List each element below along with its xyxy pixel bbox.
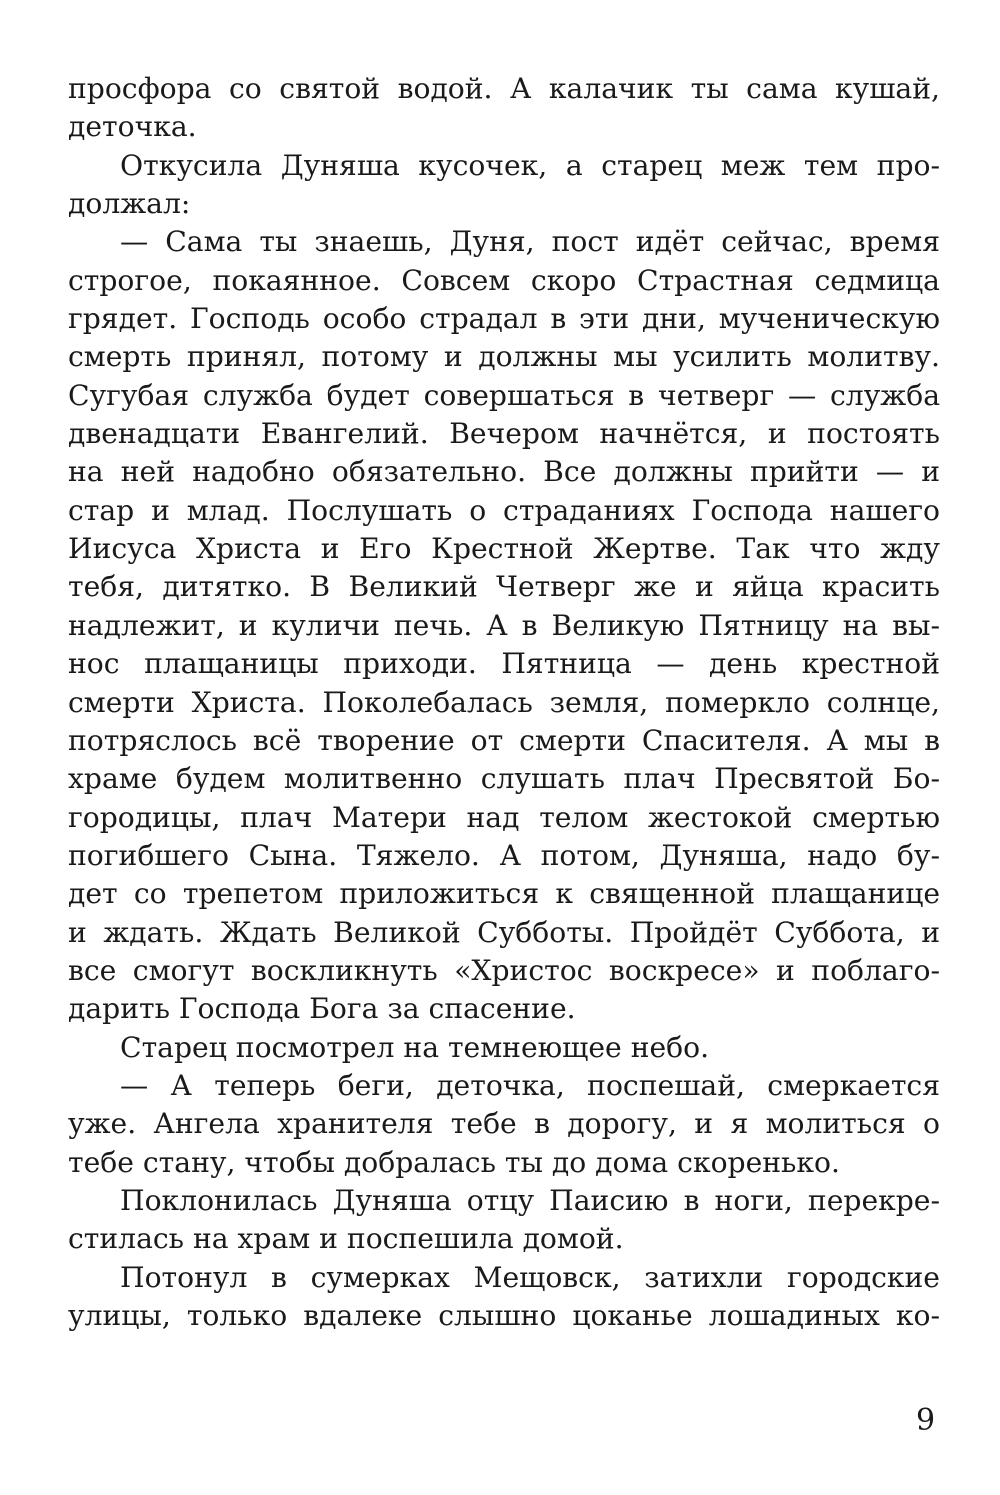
- text-line: смерть принял, потому и должны мы усилить молитву.: [68, 340, 940, 374]
- page-body: [68, 70, 940, 1335]
- text-line: тебе стану, чтобы добралась ты до дома скоренько.: [68, 1145, 840, 1179]
- text-line: деточка.: [68, 110, 197, 144]
- text-line: просфора со святой водой. А калачик ты сама кушай,: [68, 72, 940, 105]
- text-line: дет со трепетом приложиться к священной плащанице: [68, 877, 940, 911]
- text-line: Поклонилась Дуняша отцу Паисию в ноги, перекре-: [120, 1183, 940, 1217]
- text-line: стилась на храм и поспешила домой.: [68, 1222, 624, 1256]
- text-line: погибшего Сына. Тяжело. А потом, Дуняша, надо бу-: [68, 838, 940, 872]
- text-line: Потонул в сумерках Мещовск, затихли городские: [120, 1260, 940, 1294]
- text-line: надлежит, и куличи печь. А в Великую Пятницу на вы-: [68, 608, 940, 642]
- text-line: строгое, покаянное. Совсем скоро Страстная седмица: [68, 263, 940, 297]
- text-line: Откусила Дуняша кусочек, а старец меж тем про-: [120, 148, 940, 182]
- page-number: 9: [916, 1403, 936, 1438]
- text-line: стар и млад. Послушать о страданиях Господа нашего: [68, 493, 940, 527]
- text-line: смерти Христа. Поколебалась земля, померкло солнце,: [68, 685, 940, 719]
- text-line: Сугубая служба будет совершаться в четверг — служба: [68, 378, 940, 412]
- text-line: Старец посмотрел на темнеющее небо.: [120, 1030, 710, 1064]
- text-line: городицы, плач Матери над телом жестокой смертью: [68, 800, 940, 834]
- text-line: храме будем молитвенно слушать плач Пресвятой Бо-: [68, 762, 940, 796]
- text-line: нос плащаницы приходи. Пятница — день крестной: [68, 647, 940, 681]
- text-line: все смогут воскликнуть «Христос воскресе» и поблаго-: [68, 953, 940, 987]
- text-line: и ждать. Ждать Великой Субботы. Пройдёт Суббота, и: [68, 915, 940, 949]
- text-line: двенадцати Евангелий. Вечером начнётся, и постоять: [68, 417, 940, 451]
- text-line: на ней надобно обязательно. Все должны прийти — и: [68, 455, 940, 489]
- text-line: тебя, дитятко. В Великий Четверг же и яйца красить: [68, 570, 940, 604]
- text-line: — Сама ты знаешь, Дуня, пост идёт сейчас, время: [120, 225, 940, 259]
- text-line: потряслось всё творение от смерти Спасителя. А мы в: [68, 723, 940, 757]
- text-line: Иисуса Христа и Его Крестной Жертве. Так что жду: [68, 532, 940, 566]
- text-line: уже. Ангела хранителя тебе в дорогу, и я молиться о: [68, 1107, 940, 1141]
- text-line: улицы, только вдалеке слышно цоканье лошадиных ко-: [68, 1299, 940, 1332]
- text-line: дарить Господа Бога за спасение.: [68, 992, 576, 1026]
- text-line: грядет. Господь особо страдал в эти дни, мученическую: [68, 302, 940, 336]
- text-line: — А теперь беги, деточка, поспешай, смеркается: [120, 1068, 940, 1102]
- text-line: должал:: [68, 187, 191, 221]
